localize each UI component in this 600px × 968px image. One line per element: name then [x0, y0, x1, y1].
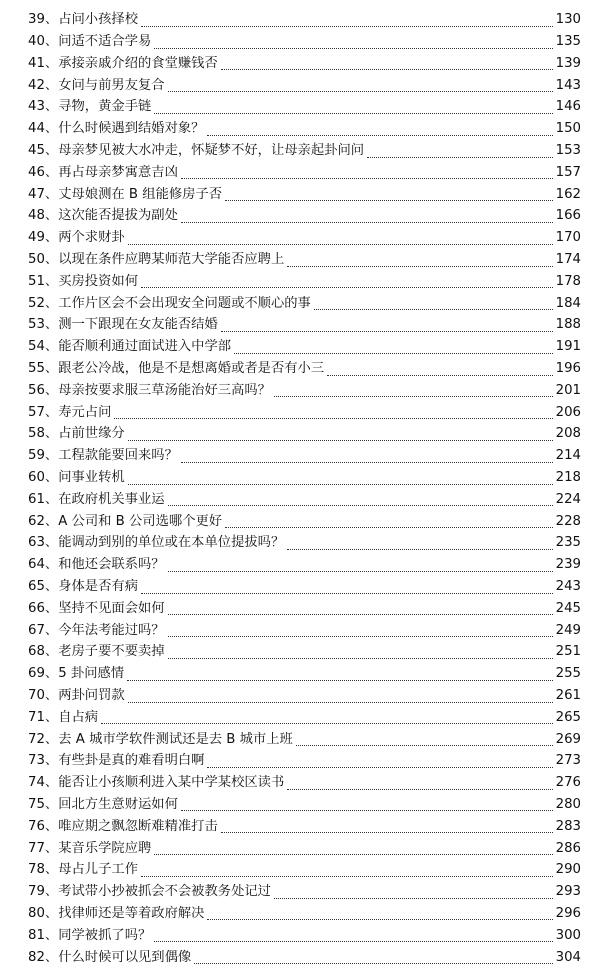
toc-entry-number: 56、 — [28, 382, 59, 398]
toc-entry-title: 坚持不见面会如何 — [58, 600, 165, 616]
dot-leader — [168, 571, 553, 572]
toc-entry-page-number: 196 — [555, 361, 581, 376]
toc-entry-page-number: 235 — [555, 535, 581, 551]
dot-leader — [141, 593, 553, 594]
dot-leader — [287, 266, 552, 267]
dot-leader — [168, 505, 553, 506]
toc-entry-number: 80、 — [28, 905, 59, 921]
dot-leader — [141, 26, 553, 27]
toc-entry-page-number: 150 — [555, 121, 581, 137]
toc-entry[interactable] — [0, 401, 600, 423]
toc-entry[interactable] — [0, 162, 600, 184]
dot-leader — [225, 200, 553, 201]
toc-entry-title: 唯应期之飘忽断难精准打击 — [58, 818, 218, 834]
toc-entry[interactable] — [0, 619, 600, 641]
dot-leader — [274, 396, 553, 397]
toc-entry-page-number: 261 — [555, 687, 581, 703]
toc-entry-number: 42、 — [28, 77, 59, 93]
dot-leader — [154, 113, 552, 114]
toc-entry-page-number: 166 — [555, 208, 581, 224]
toc-entry-page-number: 304 — [555, 949, 581, 965]
dot-leader — [181, 222, 553, 223]
toc-entry[interactable] — [0, 489, 600, 511]
dot-leader — [234, 353, 553, 354]
dot-leader — [194, 963, 552, 964]
toc-entry-number: 73、 — [28, 753, 59, 769]
toc-entry[interactable] — [0, 685, 600, 707]
toc-entry[interactable] — [0, 271, 600, 293]
toc-entry-number: 64、 — [28, 557, 59, 573]
toc-entry-title: 老房子要不要卖掉 — [58, 644, 165, 660]
toc-entry-page-number: 170 — [555, 230, 581, 246]
toc-entry-number: 40、 — [28, 34, 59, 50]
toc-entry[interactable] — [0, 510, 600, 532]
toc-entry-title: 和他还会联系吗？ — [58, 557, 165, 573]
toc-entry[interactable] — [0, 750, 600, 772]
dot-leader — [181, 178, 553, 179]
toc-entry[interactable] — [0, 140, 600, 162]
toc-entry[interactable] — [0, 946, 600, 968]
toc-entry-number: 70、 — [28, 687, 59, 703]
dot-leader — [221, 331, 553, 332]
toc-entry-page-number: 174 — [555, 252, 581, 268]
toc-entry[interactable] — [0, 9, 600, 31]
toc-entry-number: 41、 — [28, 55, 59, 71]
toc-entry-number: 60、 — [28, 469, 59, 485]
dot-leader — [168, 91, 553, 92]
toc-entry-title: 考试带小抄被抓会不会被教务处记过 — [58, 884, 271, 900]
toc-entry-title: 能调动到别的单位或在本单位提拔吗？ — [58, 535, 285, 551]
dot-leader — [128, 484, 553, 485]
toc-entry-page-number: 157 — [555, 164, 581, 180]
toc-entry-page-number: 296 — [555, 905, 581, 921]
toc-entry-number: 57、 — [28, 404, 59, 420]
dot-leader — [225, 527, 553, 528]
toc-entry-title: 什么时候遇到结婚对象？ — [58, 121, 205, 137]
dot-leader — [221, 832, 553, 833]
toc-entry-title: 5 卦问感情 — [58, 666, 125, 682]
toc-entry[interactable] — [0, 532, 600, 554]
toc-entry-title: 占前世缘分 — [58, 426, 125, 442]
dot-leader — [327, 375, 552, 376]
toc-entry-number: 39、 — [28, 12, 59, 28]
toc-entry-page-number: 224 — [555, 491, 581, 507]
toc-entry-title: 问适不适合学易 — [58, 34, 152, 50]
toc-entry-title: 测一下跟现在女友能否结婚 — [58, 317, 218, 333]
toc-entry-page-number: 218 — [555, 469, 581, 485]
toc-entry-page-number: 139 — [555, 55, 581, 71]
table-of-contents — [0, 9, 600, 968]
dot-leader — [207, 919, 552, 920]
toc-entry[interactable] — [0, 924, 600, 946]
toc-entry-title: 两个求财卦 — [58, 230, 125, 246]
toc-entry-page-number: 273 — [555, 753, 581, 769]
toc-entry-number: 81、 — [28, 927, 59, 943]
dot-leader — [207, 135, 552, 136]
toc-entry[interactable] — [0, 53, 600, 75]
toc-entry-number: 44、 — [28, 121, 59, 137]
toc-entry-page-number: 286 — [555, 840, 581, 856]
toc-entry-page-number: 300 — [555, 927, 581, 943]
toc-entry-page-number: 249 — [555, 622, 581, 638]
toc-entry-title: 去 A 城市学软件测试还是去 B 城市上班 — [58, 731, 293, 747]
toc-entry-page-number: 178 — [555, 273, 581, 289]
toc-entry-page-number: 265 — [555, 709, 581, 725]
toc-entry-title: 两卦问罚款 — [58, 687, 125, 703]
toc-entry[interactable] — [0, 815, 600, 837]
toc-entry-title: 母亲按要求服三草汤能治好三高吗？ — [58, 382, 271, 398]
toc-entry[interactable] — [0, 728, 600, 750]
dot-leader — [168, 636, 553, 637]
toc-entry-number: 68、 — [28, 644, 59, 660]
dot-leader — [128, 440, 553, 441]
dot-leader — [101, 723, 553, 724]
toc-entry-number: 45、 — [28, 143, 59, 159]
toc-entry-page-number: 239 — [555, 557, 581, 573]
toc-entry-number: 77、 — [28, 840, 59, 856]
toc-entry[interactable] — [0, 859, 600, 881]
toc-entry-title: 寿元占问 — [58, 404, 112, 420]
toc-entry-page-number: 201 — [555, 382, 581, 398]
toc-entry-page-number: 206 — [555, 404, 581, 420]
toc-entry-number: 43、 — [28, 99, 59, 115]
toc-entry-number: 69、 — [28, 666, 59, 682]
dot-leader — [274, 898, 553, 899]
toc-entry-number: 58、 — [28, 426, 59, 442]
dot-leader — [287, 549, 552, 550]
toc-entry[interactable] — [0, 205, 600, 227]
toc-entry-title: 寻物，黄金手链 — [58, 99, 152, 115]
toc-entry[interactable] — [0, 380, 600, 402]
dot-leader — [207, 767, 552, 768]
toc-entry[interactable] — [0, 641, 600, 663]
toc-entry-number: 71、 — [28, 709, 59, 725]
toc-entry-page-number: 228 — [555, 513, 581, 529]
toc-entry-number: 51、 — [28, 273, 59, 289]
dot-leader — [367, 157, 553, 158]
toc-entry-title: 什么时候可以见到偶像 — [58, 949, 192, 965]
toc-entry-number: 55、 — [28, 361, 59, 376]
toc-entry[interactable] — [0, 31, 600, 53]
toc-entry-number: 78、 — [28, 862, 59, 878]
toc-entry-page-number: 269 — [555, 731, 581, 747]
toc-entry-number: 82、 — [28, 949, 59, 965]
dot-leader — [154, 48, 552, 49]
toc-entry-page-number: 214 — [555, 448, 581, 464]
toc-entry[interactable] — [0, 358, 600, 380]
toc-entry-title: 在政府机关事业运 — [58, 491, 165, 507]
toc-entry-number: 66、 — [28, 600, 59, 616]
toc-entry-page-number: 130 — [555, 12, 581, 28]
toc-entry-title: A 公司和 B 公司选哪个更好 — [58, 513, 223, 529]
toc-entry-number: 72、 — [28, 731, 59, 747]
toc-entry[interactable] — [0, 598, 600, 620]
toc-entry-title: 以现在条件应聘某师范大学能否应聘上 — [58, 252, 285, 268]
toc-entry-number: 52、 — [28, 295, 59, 311]
toc-entry-title: 同学被抓了吗？ — [58, 927, 152, 943]
toc-entry-page-number: 191 — [555, 339, 581, 355]
toc-entry[interactable] — [0, 576, 600, 598]
dot-leader — [127, 680, 553, 681]
dot-leader — [141, 876, 553, 877]
toc-entry-page-number: 188 — [555, 317, 581, 333]
toc-entry-title: 有些卦是真的难看明白啊 — [58, 753, 205, 769]
toc-entry-title: 女问与前男友复合 — [58, 77, 165, 93]
toc-entry-page-number: 251 — [555, 644, 581, 660]
toc-entry-page-number: 293 — [555, 884, 581, 900]
toc-entry-number: 65、 — [28, 578, 59, 594]
toc-entry-title: 工作片区会不会出现安全问题或不顺心的事 — [58, 295, 311, 311]
dot-leader — [128, 702, 553, 703]
toc-entry-number: 75、 — [28, 796, 59, 812]
toc-entry-title: 能否顺利通过面试进入中学部 — [58, 339, 232, 355]
dot-leader — [154, 854, 552, 855]
toc-entry-page-number: 255 — [555, 666, 581, 682]
toc-entry-title: 回北方生意财运如何 — [58, 796, 178, 812]
toc-entry-page-number: 184 — [555, 295, 581, 311]
toc-entry-title: 再占母亲梦寓意吉凶 — [58, 164, 178, 180]
toc-entry-number: 79、 — [28, 884, 59, 900]
toc-entry-page-number: 143 — [555, 77, 581, 93]
toc-entry[interactable] — [0, 445, 600, 467]
toc-entry[interactable] — [0, 772, 600, 794]
toc-entry-number: 61、 — [28, 491, 59, 507]
toc-entry[interactable] — [0, 794, 600, 816]
toc-entry-title: 身体是否有病 — [58, 578, 138, 594]
toc-entry[interactable] — [0, 314, 600, 336]
dot-leader — [114, 418, 552, 419]
toc-entry-number: 62、 — [28, 513, 59, 529]
toc-entry-title: 承接亲戚介绍的食堂赚钱否 — [58, 55, 218, 71]
dot-leader — [181, 810, 553, 811]
toc-entry-number: 49、 — [28, 230, 59, 246]
toc-entry-number: 59、 — [28, 448, 59, 464]
toc-entry-page-number: 283 — [555, 818, 581, 834]
toc-entry-page-number: 245 — [555, 600, 581, 616]
toc-entry-title: 今年法考能过吗？ — [58, 622, 165, 638]
toc-entry[interactable] — [0, 837, 600, 859]
toc-entry-title: 占问小孩择校 — [58, 12, 138, 28]
toc-entry-number: 67、 — [28, 622, 59, 638]
toc-entry-page-number: 290 — [555, 862, 581, 878]
toc-entry[interactable] — [0, 96, 600, 118]
toc-entry-number: 46、 — [28, 164, 59, 180]
toc-entry[interactable] — [0, 118, 600, 140]
toc-entry[interactable] — [0, 467, 600, 489]
toc-entry-page-number: 243 — [555, 578, 581, 594]
toc-entry[interactable] — [0, 881, 600, 903]
toc-entry-page-number: 146 — [555, 99, 581, 115]
toc-entry-page-number: 208 — [555, 426, 581, 442]
toc-entry-title: 自占病 — [58, 709, 99, 725]
toc-entry-number: 53、 — [28, 317, 59, 333]
toc-entry-number: 54、 — [28, 339, 59, 355]
toc-entry-title: 买房投资如何 — [58, 273, 138, 289]
toc-entry-title: 母占儿子工作 — [58, 862, 138, 878]
toc-entry-page-number: 276 — [555, 775, 581, 791]
toc-entry[interactable] — [0, 423, 600, 445]
toc-entry-title: 母亲梦见被大水冲走，怀疑梦不好，让母亲起卦问问 — [58, 143, 365, 159]
toc-entry-number: 74、 — [28, 775, 59, 791]
dot-leader — [128, 244, 553, 245]
toc-entry-number: 76、 — [28, 818, 59, 834]
toc-entry[interactable] — [0, 336, 600, 358]
toc-entry-number: 47、 — [28, 186, 59, 202]
dot-leader — [168, 658, 553, 659]
dot-leader — [221, 69, 553, 70]
toc-entry[interactable] — [0, 554, 600, 576]
toc-entry-number: 50、 — [28, 252, 59, 268]
toc-entry-title: 找律师还是等着政府解决 — [58, 905, 205, 921]
toc-entry-number: 63、 — [28, 535, 59, 551]
dot-leader — [296, 745, 553, 746]
toc-entry-page-number: 162 — [555, 186, 581, 202]
toc-entry[interactable] — [0, 663, 600, 685]
toc-entry-page-number: 280 — [555, 796, 581, 812]
toc-entry-title: 能否让小孩顺利进入某中学某校区读书 — [58, 775, 285, 791]
toc-entry-title: 问事业转机 — [58, 469, 125, 485]
toc-entry-page-number: 135 — [555, 34, 581, 50]
dot-leader — [154, 941, 552, 942]
toc-entry-title: 跟老公冷战，他是不是想离婚或者是否有小三 — [58, 361, 325, 376]
toc-entry-number: 48、 — [28, 208, 59, 224]
toc-entry-title: 工程款能要回来吗？ — [58, 448, 178, 464]
toc-entry[interactable] — [0, 249, 600, 271]
toc-entry[interactable] — [0, 903, 600, 925]
toc-entry-title: 这次能否提拔为副处 — [58, 208, 178, 224]
toc-entry[interactable] — [0, 292, 600, 314]
toc-entry-page-number: 153 — [555, 143, 581, 159]
toc-entry[interactable] — [0, 74, 600, 96]
dot-leader — [141, 287, 553, 288]
toc-entry-title: 某音乐学院应聘 — [58, 840, 152, 856]
dot-leader — [314, 309, 553, 310]
dot-leader — [168, 614, 553, 615]
toc-entry[interactable] — [0, 707, 600, 729]
dot-leader — [181, 462, 553, 463]
toc-entry[interactable] — [0, 183, 600, 205]
dot-leader — [287, 789, 552, 790]
toc-entry-title: 丈母娘测在 B 组能修房子否 — [58, 186, 223, 202]
toc-entry[interactable] — [0, 227, 600, 249]
